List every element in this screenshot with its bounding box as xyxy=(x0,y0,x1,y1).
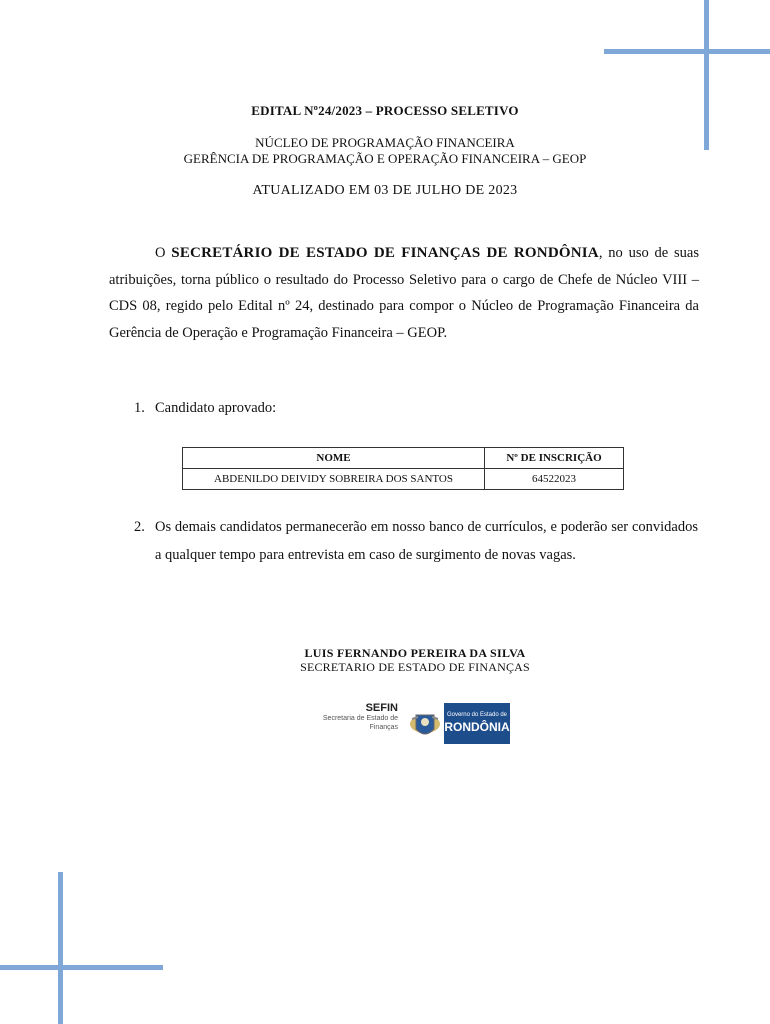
department-heading xyxy=(0,135,770,167)
top-right-horizontal-line xyxy=(604,49,770,54)
sefin-logo-title: SEFIN xyxy=(365,702,398,714)
intro-rest: , no uso de suas atribuições, torna público o resultado do Processo Seletivo para o cargo de Chefe de Núcleo VIII – CDS 08, regido pelo Edital nº 24, destinado para compor o Núcleo de Programação Financeira da Gerência de Operação e Programação Financeira – GEOP. xyxy=(109,245,699,341)
list-item xyxy=(134,513,698,569)
sefin-logo-sub2: Finanças xyxy=(369,724,398,731)
bottom-left-vertical-line xyxy=(58,872,63,1024)
header-registration: Nº DE INSCRIÇÃO xyxy=(485,448,624,469)
signatory-name: LUIS FERNANDO PEREIRA DA SILVA xyxy=(304,646,526,660)
cell-candidate-name: ABDENILDO DEIVIDY SOBREIRA DOS SANTOS xyxy=(183,469,485,490)
signatory-role: SECRETARIO DE ESTADO DE FINANÇAS xyxy=(300,660,530,674)
bottom-left-horizontal-line xyxy=(0,965,163,970)
approved-candidate-table xyxy=(182,447,624,490)
intro-bold: SECRETÁRIO DE ESTADO DE FINANÇAS DE RONDÔNIA xyxy=(171,245,599,261)
header-name: NOME xyxy=(183,448,485,469)
list-item xyxy=(134,394,276,422)
sefin-logo-sub1: Secretaria de Estado de xyxy=(322,715,398,722)
government-logo xyxy=(444,703,510,744)
list-number: 2. xyxy=(134,519,145,535)
list-number: 1. xyxy=(134,400,145,416)
gov-logo-line2: RONDÔNIA xyxy=(444,720,510,734)
state-coat-of-arms-icon xyxy=(408,705,442,743)
department-line-2: GERÊNCIA DE PROGRAMAÇÃO E OPERAÇÃO FINANCEIRA – GEOP xyxy=(183,151,587,166)
list-text: Os demais candidatos permanecerão em nosso banco de currículos, e poderão ser convidados a qualquer tempo para entrevista em caso de surgimento de novas vagas. xyxy=(155,519,698,563)
intro-paragraph xyxy=(109,240,699,346)
updated-date: ATUALIZADO EM 03 DE JULHO DE 2023 xyxy=(252,183,518,198)
list-text: Candidato aprovado: xyxy=(155,400,277,416)
gov-logo-line1: Governo do Estado de xyxy=(446,712,508,718)
top-right-vertical-line xyxy=(704,0,709,150)
cell-registration-number: 64522023 xyxy=(485,469,624,490)
department-line-1: NÚCLEO DE PROGRAMAÇÃO FINANCEIRA xyxy=(255,135,515,150)
document-title: EDITAL Nº24/2023 – PROCESSO SELETIVO xyxy=(251,103,519,118)
table-row xyxy=(183,469,624,490)
intro-prefix: O xyxy=(155,245,166,261)
sefin-logo xyxy=(310,702,398,732)
table-header-row xyxy=(183,448,624,469)
